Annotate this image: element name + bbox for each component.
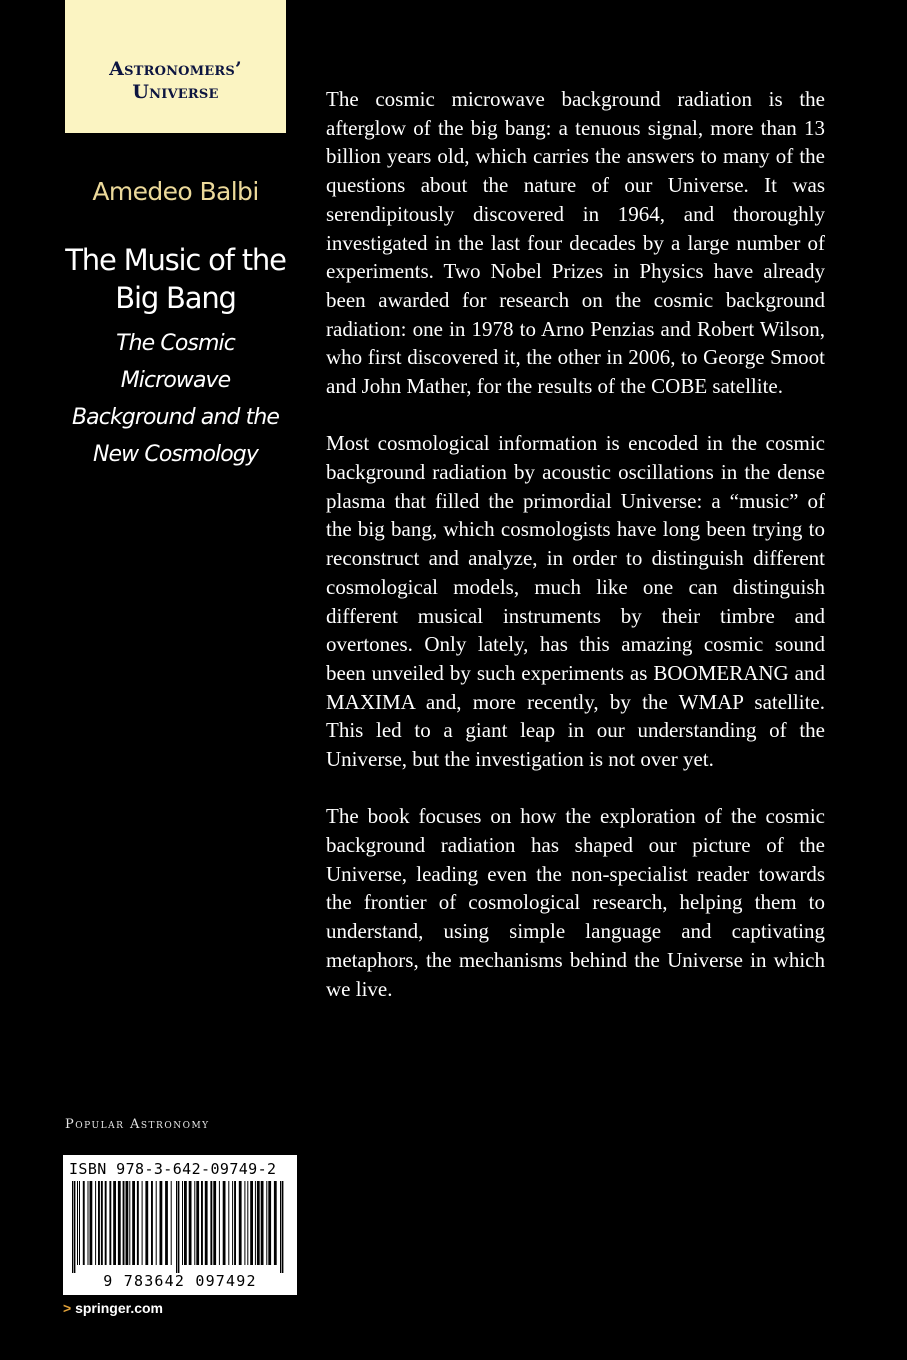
- barcode-bar: [205, 1181, 208, 1265]
- barcode-bar: [95, 1181, 96, 1265]
- barcode-bar: [79, 1181, 80, 1265]
- series-banner: [65, 0, 286, 133]
- series-name-line2: Universe: [132, 81, 219, 103]
- barcode-bar: [113, 1181, 116, 1265]
- barcode-bar: [232, 1181, 233, 1265]
- barcode-bar: [88, 1181, 89, 1265]
- barcode-bar: [77, 1181, 78, 1265]
- barcode-bar: [142, 1181, 143, 1265]
- barcode-bar: [274, 1181, 277, 1265]
- barcode-bar: [219, 1181, 220, 1265]
- barcode-bar: [176, 1181, 177, 1273]
- isbn-label: ISBN 978-3-642-09749-2: [69, 1160, 277, 1178]
- barcode-bar: [268, 1181, 271, 1265]
- book-title-line2: Big Bang: [115, 281, 236, 315]
- website-url: springer.com: [75, 1300, 163, 1316]
- barcode-bar: [255, 1181, 256, 1265]
- barcode-bar: [83, 1181, 85, 1265]
- barcode-bar: [126, 1181, 129, 1265]
- barcode-bar: [282, 1181, 283, 1273]
- isbn-digits: 9 783642 097492: [103, 1272, 257, 1290]
- blurb-paragraph-1: The cosmic microwave background radiation is the afterglow of the big bang: a tenuous signal, more than 13 billion years old, which carries the answers to many of the questions about the nature of our Universe. It was serendipitously discovered in 1964, and thoroughly investigated in the last four decades by a large number of experiments. Two Nobel Prizes in Physics have already been awarded for research on the cosmic background radiation: one in 1978 to Arno Penzias and Robert Wilson, who first discovered it, the other in 2006, to George Smoot and John Mather, for the results of the COBE satellite.: [326, 87, 825, 399]
- barcode-bar: [210, 1181, 212, 1265]
- barcode-bar: [189, 1181, 192, 1265]
- barcode-bar: [129, 1181, 130, 1265]
- barcode-bar: [234, 1181, 236, 1265]
- barcode-bar: [101, 1181, 103, 1265]
- barcode-bar: [261, 1181, 264, 1265]
- book-subtitle: [60, 325, 291, 473]
- barcode-bar: [182, 1181, 183, 1265]
- barcode-bar: [250, 1181, 253, 1265]
- barcode-bar: [201, 1181, 203, 1265]
- barcode-bar: [98, 1181, 100, 1265]
- barcode-bar: [123, 1181, 125, 1265]
- barcode-bar: [105, 1181, 107, 1265]
- website-link[interactable]: [63, 1300, 163, 1316]
- barcode-bar: [171, 1181, 172, 1265]
- barcode-bar: [194, 1181, 195, 1265]
- barcode-bar: [145, 1181, 148, 1265]
- blurb-paragraph-2: Most cosmological information is encoded in the cosmic background radiation by acoustic oscillations in the dense plasma that filled the primordial Universe: a “music” of the big bang, which cosmologists have long been trying to reconstruct and analyze, in order to distinguish different cosmological models, much like one can distinguish different musical instruments by their timbre and overtones. Only lately, has this amazing cosmic sound been unveiled by such experiments as BOOMERANG and MAXIMA and, more recently, by the WMAP satellite. This led to a giant leap in our understanding of the Universe, but the investigation is not over yet.: [326, 431, 825, 772]
- blurb-paragraph-3: The book focuses on how the exploration of the cosmic background radiation has shaped our picture of the Universe, leading even the non-specialist reader towards the frontier of cosmological research, helping them to understand, using simple language and captivating metaphors, the mechanisms behind the Universe in which we live.: [326, 804, 825, 1001]
- book-title-line1: The Music of the: [65, 243, 286, 277]
- barcode-bar: [239, 1181, 242, 1265]
- barcode-bar: [109, 1181, 111, 1265]
- blurb: [326, 85, 825, 1032]
- barcode-bar: [178, 1181, 179, 1273]
- barcode-bar: [156, 1181, 157, 1265]
- category-label: Popular Astronomy: [65, 1117, 210, 1132]
- barcode-bar: [118, 1181, 121, 1265]
- barcode-bar: [74, 1181, 75, 1273]
- barcode-bar: [90, 1181, 93, 1265]
- barcode-bar: [247, 1181, 248, 1265]
- barcode-bar: [137, 1181, 139, 1265]
- barcode-bar: [151, 1181, 153, 1265]
- arrow-icon: >: [63, 1300, 72, 1316]
- barcode-bar: [257, 1181, 260, 1265]
- book-subtitle-line2: Background and the: [71, 405, 279, 430]
- barcode-bar: [160, 1181, 163, 1265]
- series-name-line1: Astronomers’: [109, 58, 242, 80]
- barcode-icon: [72, 1181, 288, 1273]
- barcode-bar: [228, 1181, 229, 1265]
- barcode-bar: [132, 1181, 135, 1265]
- barcode-bar: [196, 1181, 199, 1265]
- barcode-bar: [266, 1181, 267, 1265]
- book-subtitle-line3: New Cosmology: [92, 442, 258, 467]
- author-name: Amedeo Balbi: [92, 177, 259, 206]
- barcode-bar: [165, 1181, 168, 1265]
- book-subtitle-line1: The Cosmic Microwave: [116, 331, 235, 393]
- barcode-bar: [72, 1181, 73, 1273]
- series-name: [65, 58, 286, 104]
- barcode-bar: [280, 1181, 281, 1273]
- barcode-bar: [244, 1181, 245, 1265]
- barcode-bar: [213, 1181, 216, 1265]
- barcode-bar: [223, 1181, 226, 1265]
- book-title: [65, 241, 286, 317]
- barcode-bar: [184, 1181, 187, 1265]
- barcode-panel: [63, 1155, 297, 1295]
